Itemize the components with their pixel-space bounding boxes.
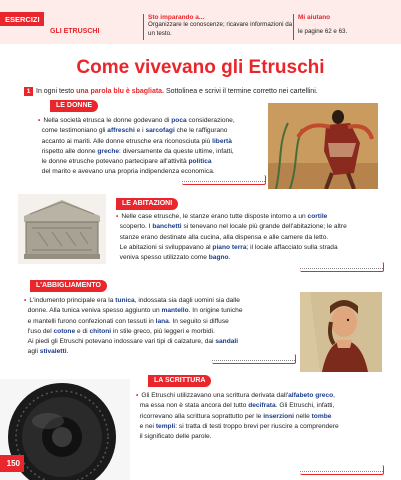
section-tag-scrittura: LA SCRITTURA bbox=[148, 375, 211, 387]
section-tag-abitazioni: LE ABITAZIONI bbox=[116, 198, 178, 210]
section-tag-esercizi: ESERCIZI bbox=[0, 12, 44, 26]
urn-illustration bbox=[18, 194, 106, 264]
woman-illustration bbox=[300, 292, 382, 372]
fresco-illustration bbox=[268, 103, 378, 189]
exercise-number: 1 bbox=[24, 87, 33, 96]
section-text-scrittura: • Gli Etruschi utilizzavano una scrittura derivata dall'alfabeto greco, ma essa non è stata ancora del tutto decifrata. Gli Etruschi, infatti, ricorrevano alla scrittura soprattutto per le inserzioni nelle tombe e nei templi: si tratta di testi troppo brevi per riuscire a comprendere il significato delle parole. bbox=[136, 392, 339, 441]
section-text-abitazioni: • Nelle case etrusche, le stanze erano tutte disposte intorno a un cortile scoperto. I banchetti si tenevano nel locale più grande dell'abitazione; le altre stanze erano destinate alla cucina, alla dispensa e alle camere da letto. Le abitazioni si sviluppavano al piano terra; il locale affacciato sulla strada veniva spesso utilizzato come bagno. bbox=[116, 213, 347, 262]
unit-title: GLI ETRUSCHI bbox=[50, 28, 100, 35]
section-tag-abbigliamento: L'ABBIGLIAMENTO bbox=[30, 280, 107, 292]
etruscan-dancer-fresco-image bbox=[268, 103, 378, 189]
help-text: le pagine 62 e 63. bbox=[298, 28, 348, 35]
page-number: 150 bbox=[0, 455, 24, 472]
section-text-abbigliamento: • L'indumento principale era la tunica, indossata sia dagli uomini sia dalle donne. Alla tunica veniva spesso aggiunto un mantello. In origine tuniche e mantelli furono confezionati con tessuti in lana. In seguito si diffuse l'uso del cotone e di chitoni in stile greco, più leggeri e morbidi. Ai piedi gli Etruschi potevano indossare vari tipi di calzature, dai sandali agli stivaletti. bbox=[24, 297, 243, 356]
section-tag-donne: LE DONNE bbox=[50, 100, 98, 112]
section-text-donne: • Nella società etrusca le donne godevano di poca considerazione, come testimoniano gli affreschi e i sarcofagi che le raffigurano accanto ai mariti. Alle donne etrusche era riconosciuta più libertà rispetto alle donne greche: diversamente da queste ultime, infatti, le donne etrusche potevano partecipare all'attività politica del marito e avevano una propria indipendenza economica. bbox=[38, 117, 235, 176]
etruscan-house-urn-image bbox=[18, 194, 106, 264]
answer-field-abbigliamento[interactable] bbox=[212, 354, 296, 364]
header-divider bbox=[143, 14, 144, 40]
page-title: Come vivevano gli Etruschi bbox=[76, 57, 325, 78]
help-title: Mi aiutano bbox=[298, 14, 331, 21]
answer-field-scrittura[interactable] bbox=[300, 465, 384, 475]
exercise-instruction: 1 In ogni testo una parola blu è sbagliata. Sottolinea e scrivi il termine corretto nei cartellini. bbox=[24, 87, 394, 96]
goal-text: Organizzare le conoscenze; ricavare informazioni da un testo. bbox=[148, 21, 293, 37]
answer-field-donne[interactable] bbox=[182, 175, 266, 185]
answer-field-abitazioni[interactable] bbox=[300, 262, 384, 272]
header-divider bbox=[293, 14, 294, 40]
goal-title: Sto imparando a... bbox=[148, 14, 205, 21]
etruscan-woman-portrait-image bbox=[300, 292, 382, 372]
